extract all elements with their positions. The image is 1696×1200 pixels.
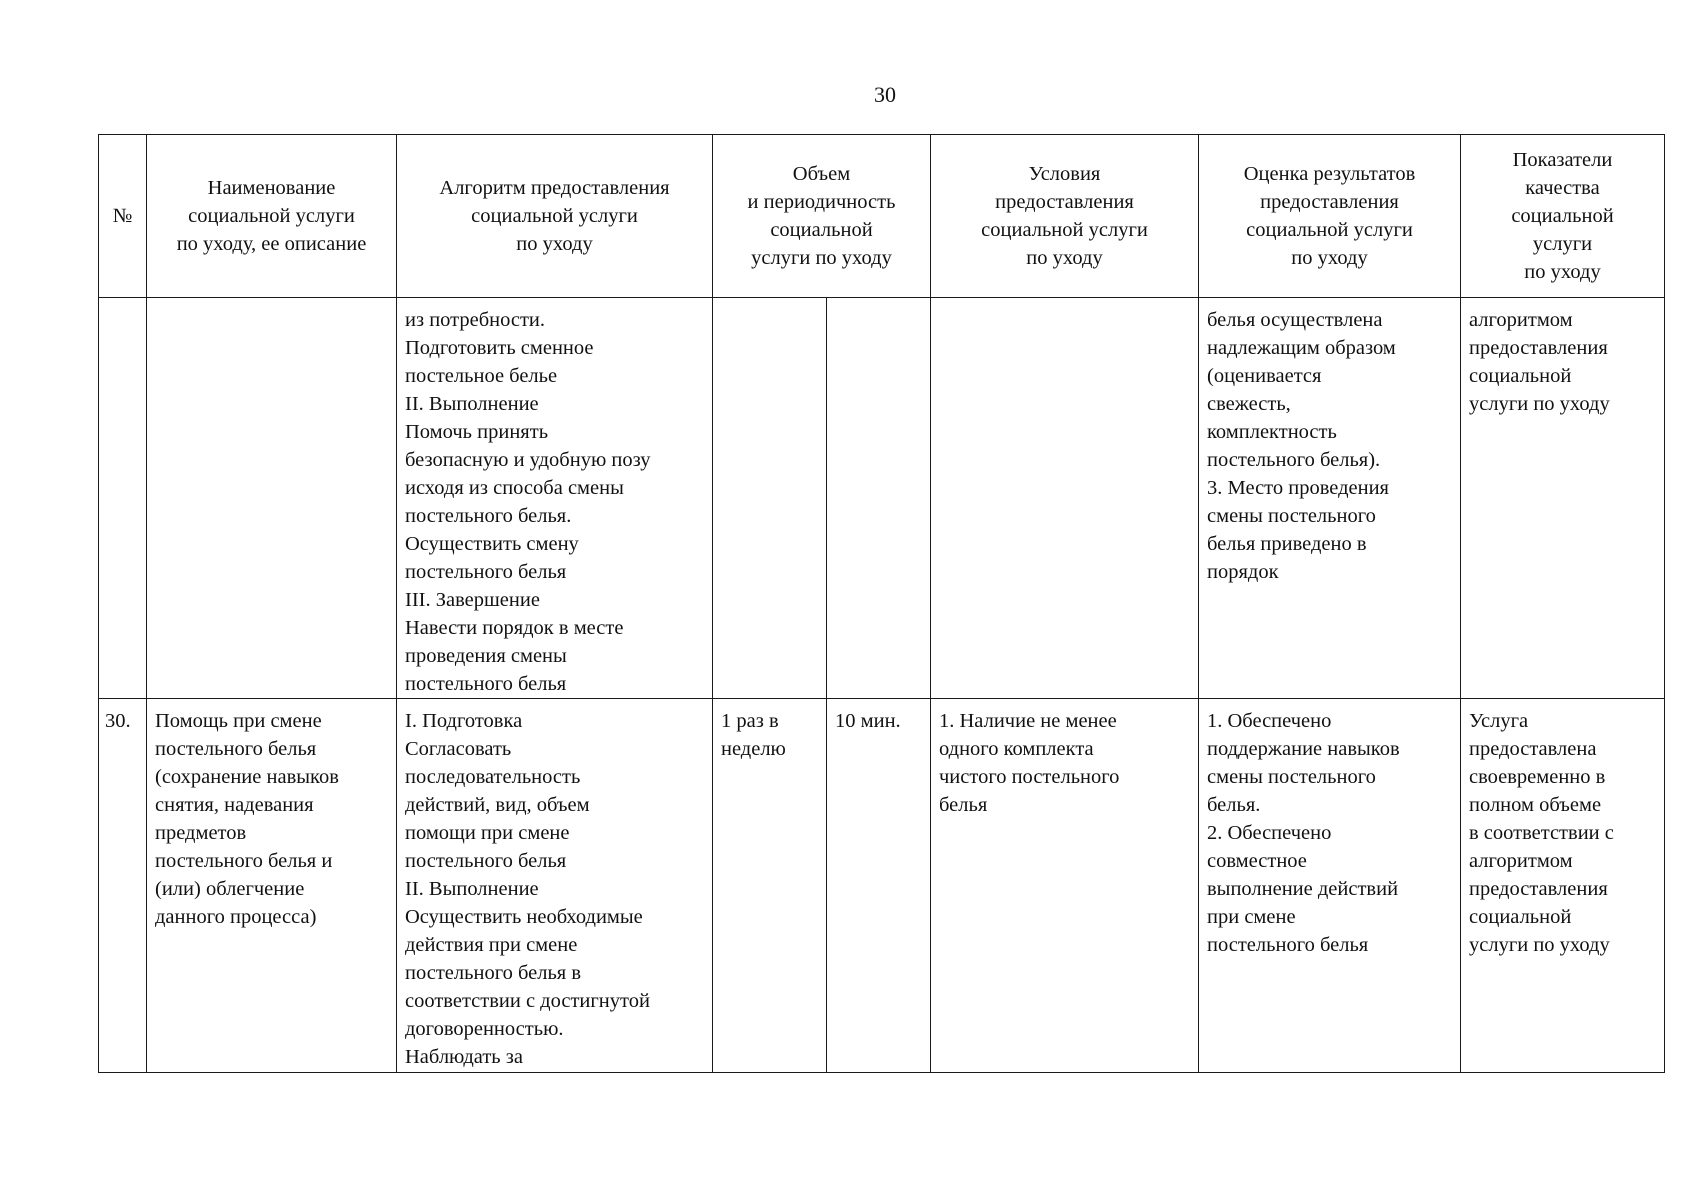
cell-algorithm-text: I. Подготовка Согласовать последовательность действий, вид, объем помощи при смене постельного белья II. Выполнение Осуществить необходимые действия при смене постельного белья в соответствии с достигнутой договоренностью. Наблюдать за — [405, 710, 650, 1068]
cell-algorithm — [397, 298, 713, 699]
cell-conditions-text — [931, 298, 1198, 306]
cell-name-text — [147, 298, 396, 306]
cell-num — [99, 699, 147, 1073]
cell-evaluation — [1199, 298, 1461, 699]
cell-evaluation — [1199, 699, 1461, 1073]
cell-duration-text: 10 мин. — [835, 710, 901, 732]
cell-num-text: 30. — [105, 710, 131, 732]
cell-conditions-text: 1. Наличие не менее одного комплекта чистого постельного белья — [939, 710, 1120, 816]
cell-algorithm-text: из потребности. Подготовить сменное постельное белье II. Выполнение Помочь принять безопасную и удобную позу исходя из способа смены постельного белья. Осуществить смену постельного белья III. Завершение Навести порядок в месте проведения смены постельного белья — [405, 309, 651, 695]
table-header-row — [99, 135, 1665, 298]
header-conditions-label: Условия предоставления социальной услуги по уходу — [981, 163, 1148, 269]
cell-frequency — [713, 298, 827, 699]
header-algorithm-label: Алгоритм предоставления социальной услуги по уходу — [439, 177, 670, 255]
header-evaluation — [1199, 135, 1461, 298]
header-algorithm — [397, 135, 713, 298]
cell-quality — [1461, 699, 1665, 1073]
cell-num — [99, 298, 147, 699]
cell-algorithm — [397, 699, 713, 1073]
cell-name — [147, 699, 397, 1073]
cell-quality-text: алгоритмом предоставления социальной услуги по уходу — [1469, 309, 1610, 415]
header-evaluation-label: Оценка результатов предоставления социальной услуги по уходу — [1243, 163, 1416, 269]
cell-duration-text — [827, 298, 930, 306]
cell-duration — [827, 699, 931, 1073]
cell-quality-text: Услуга предоставлена своевременно в полном объеме в соответствии с алгоритмом предоставления социальной услуги по уходу — [1469, 710, 1614, 956]
cell-frequency — [713, 699, 827, 1073]
header-quality — [1461, 135, 1665, 298]
cell-evaluation-text: 1. Обеспечено поддержание навыков смены постельного белья. 2. Обеспечено совместное выполнение действий при смене постельного белья — [1207, 710, 1400, 956]
header-quality-label: Показатели качества социальной услуги по уходу — [1511, 149, 1614, 283]
header-name-label: Наименование социальной услуги по уходу, ее описание — [176, 177, 367, 255]
header-num-label: № — [112, 205, 133, 227]
cell-name-text: Помощь при смене постельного белья (сохранение навыков снятия, надевания предметов постельного белья и (или) облегчение данного процесса) — [155, 710, 339, 928]
cell-name — [147, 298, 397, 699]
cell-duration — [827, 298, 931, 699]
cell-evaluation-text: белья осуществлена надлежащим образом (оценивается свежесть, комплектность постельного белья). 3. Место проведения смены постельного белья приведено в порядок — [1207, 309, 1396, 583]
social-services-table — [98, 134, 1665, 1073]
table-row-continued — [99, 298, 1665, 699]
header-conditions — [931, 135, 1199, 298]
table-row-30 — [99, 699, 1665, 1073]
header-name — [147, 135, 397, 298]
header-num — [99, 135, 147, 298]
cell-frequency-text: 1 раз в неделю — [721, 710, 786, 760]
cell-conditions — [931, 298, 1199, 699]
page-number: 30 — [874, 82, 896, 107]
cell-num-text — [99, 298, 146, 306]
header-volume — [713, 135, 931, 298]
cell-frequency-text — [713, 298, 826, 306]
header-volume-label: Объем и периодичность социальной услуги по уходу — [747, 163, 896, 269]
cell-conditions — [931, 699, 1199, 1073]
cell-quality — [1461, 298, 1665, 699]
